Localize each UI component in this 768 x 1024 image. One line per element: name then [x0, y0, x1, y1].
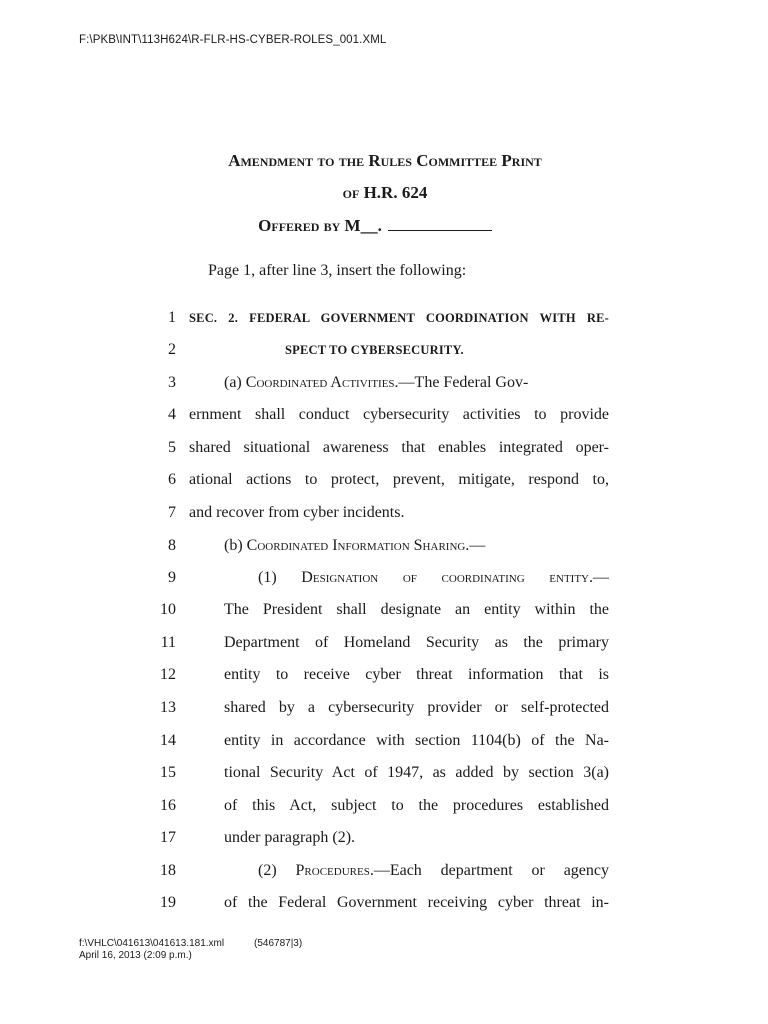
signature-blank-line	[388, 216, 492, 231]
text-line	[0, 598, 768, 622]
text-line	[0, 729, 768, 753]
bill-title-prefix: of	[342, 183, 360, 202]
line-number: 4	[168, 406, 176, 423]
subsection-heading: Coordinated Information Sharing	[246, 537, 466, 554]
offered-by	[150, 216, 600, 235]
text-line	[0, 306, 768, 330]
footer-path: f:\VHLC\041613\041613.181.xml	[79, 938, 225, 949]
line-text-suffix: .—	[465, 537, 486, 554]
text-line	[0, 663, 768, 687]
line-number: 12	[160, 666, 176, 683]
text-line	[0, 371, 768, 395]
line-number: 19	[160, 894, 176, 911]
line-number: 3	[168, 374, 176, 391]
line-text: ernment shall conduct cybersecurity activities to provide	[189, 406, 609, 423]
line-text-suffix: .—Each department or agency	[369, 862, 609, 879]
paragraph-marker: (2)	[258, 862, 296, 879]
text-line	[0, 436, 768, 460]
insertion-instruction: Page 1, after line 3, insert the following:	[208, 262, 467, 279]
line-number: 9	[168, 569, 176, 586]
text-line	[0, 338, 768, 362]
line-number: 10	[160, 601, 176, 618]
offered-by-blank: __.	[360, 216, 382, 235]
line-number: 16	[160, 797, 176, 814]
line-text: and recover from cyber incidents.	[189, 504, 405, 521]
text-line	[0, 696, 768, 720]
line-text: Department of Homeland Security as the primary	[224, 634, 609, 651]
paragraph-heading: Procedures	[295, 862, 370, 879]
line-text: shared by a cybersecurity provider or self-protected	[224, 699, 609, 716]
line-text: under paragraph (2).	[224, 829, 356, 846]
line-number: 15	[160, 764, 176, 781]
offered-by-label: Offered by M	[258, 216, 361, 235]
line-text: entity in accordance with section 1104(b) of the Na-	[224, 732, 609, 749]
line-number: 2	[168, 341, 176, 358]
subsection-heading: Coordinated Activities	[245, 374, 395, 391]
footer-date: April 16, 2013 (2:09 p.m.)	[79, 950, 192, 961]
line-text: ational actions to protect, prevent, mitigate, respond to,	[189, 471, 609, 488]
text-line	[0, 891, 768, 915]
text-line	[0, 794, 768, 818]
text-line	[0, 501, 768, 525]
line-text: The President shall designate an entity within the	[224, 601, 609, 618]
line-number: 14	[160, 732, 176, 749]
line-text	[224, 534, 485, 558]
line-text: shared situational awareness that enables integrated oper-	[189, 439, 609, 456]
text-line	[0, 566, 768, 590]
file-path-header: F:\PKB\INT\113H624\R-FLR-HS-CYBER-ROLES_001.XML	[79, 34, 387, 46]
line-number: 8	[168, 537, 176, 554]
paragraph-marker: (1)	[258, 569, 302, 586]
section-heading: SEC. 2. FEDERAL GOVERNMENT COORDINATION WITH RE-	[189, 311, 609, 325]
bill-title	[160, 183, 610, 202]
line-text: tional Security Act of 1947, as added by section 3(a)	[224, 764, 609, 781]
text-line	[0, 468, 768, 492]
line-number: 11	[160, 634, 176, 651]
line-number: 13	[160, 699, 176, 716]
line-text	[224, 371, 528, 395]
line-number: 18	[160, 862, 176, 879]
paragraph-marker: (a)	[224, 374, 246, 391]
text-line	[0, 761, 768, 785]
text-line	[0, 534, 768, 558]
text-line	[0, 403, 768, 427]
bill-number: H.R. 624	[363, 183, 428, 202]
text-line	[0, 631, 768, 655]
line-text: of the Federal Government receiving cyber threat in-	[224, 894, 609, 911]
text-line	[0, 826, 768, 850]
line-text	[258, 566, 609, 590]
line-text: of this Act, subject to the procedures established	[224, 797, 609, 814]
line-number: 5	[168, 439, 176, 456]
line-text	[258, 859, 609, 883]
section-heading-cont: SPECT TO CYBERSECURITY.	[285, 343, 464, 357]
line-text-suffix: .—	[589, 569, 609, 586]
paragraph-marker: (b)	[224, 537, 247, 554]
line-number: 17	[160, 829, 176, 846]
text-line	[0, 859, 768, 883]
amendment-title: Amendment to the Rules Committee Print	[228, 151, 542, 170]
footer-file-info	[79, 938, 224, 962]
paragraph-heading: Designation of coordinating entity	[301, 569, 589, 586]
line-text-suffix: .—The Federal Gov-	[394, 374, 529, 391]
line-number: 1	[168, 309, 176, 326]
line-text: entity to receive cyber threat information that is	[224, 666, 609, 683]
line-number: 6	[168, 471, 176, 488]
line-number: 7	[168, 504, 176, 521]
footer-code: (546787|3)	[254, 938, 303, 949]
